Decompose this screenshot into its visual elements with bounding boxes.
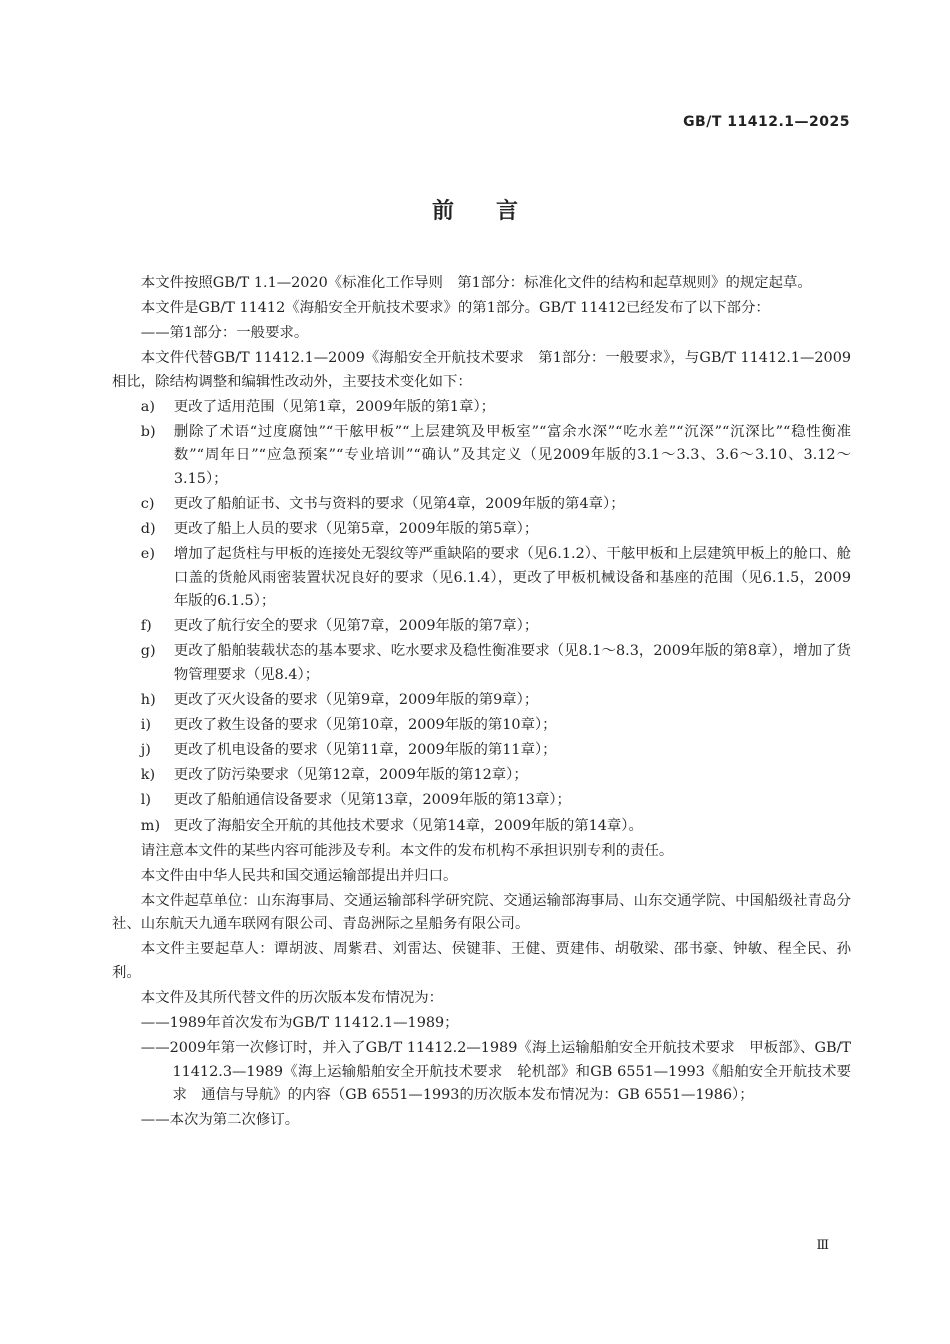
- history-item: ——本次为第二次修订。: [140, 1112, 300, 1129]
- list-text: 更改了海船安全开航的其他技术要求（见第14章，2009年版的第14章）。: [173, 817, 643, 834]
- list-item: [112, 543, 851, 614]
- list-item: [112, 714, 851, 738]
- list-marker: f): [140, 618, 152, 635]
- history-item: ——2009年第一次修订时，并入了GB/T 11412.2—1989《海上运输船舶安全开航技术要求 甲板部》、GB/T 11412.3—1989《海上运输船舶安全开航技术要求 轮机部》和GB 6551—1993《船舶安全开航技术要求 通信与导航》的内容（GB 6551—1993的历次版本发布情况为：GB 6551—1986）；: [140, 1040, 851, 1104]
- list-marker: a): [140, 398, 155, 415]
- list-item: [112, 493, 851, 517]
- list-text: 更改了船舶证书、文书与资料的要求（见第4章，2009年版的第4章）；: [173, 496, 625, 513]
- parts-list-item: ——第1部分：一般要求。: [140, 325, 309, 342]
- document-body: [112, 272, 851, 1134]
- list-text: 更改了船舶通信设备要求（见第13章，2009年版的第13章）；: [173, 792, 571, 809]
- list-text: 更改了灭火设备的要求（见第9章，2009年版的第9章）；: [173, 692, 539, 709]
- list-marker: k): [140, 767, 156, 784]
- list-item: [112, 518, 851, 542]
- paragraph-drafters: 本文件主要起草人：谭胡波、周紫君、刘雷达、侯键菲、王健、贾建伟、胡敬梁、邵书豪、钟敏、程全民、孙利。: [112, 941, 851, 981]
- list-text: 更改了机电设备的要求（见第11章，2009年版的第11章）；: [173, 742, 557, 759]
- list-text: 更改了适用范围（见第1章，2009年版的第1章）；: [173, 398, 496, 415]
- page-title: 前言: [431, 199, 560, 224]
- list-item: [112, 615, 851, 639]
- list-marker: d): [140, 521, 156, 538]
- list-marker: g): [140, 643, 156, 660]
- list-item: [112, 739, 851, 763]
- list-marker: b): [140, 423, 156, 440]
- list-marker: l): [140, 792, 152, 809]
- paragraph-parts-intro: 本文件是GB/T 11412《海船安全开航技术要求》的第1部分。GB/T 11412已经发布了以下部分：: [140, 300, 770, 317]
- history-item: ——1989年首次发布为GB/T 11412.1—1989；: [140, 1015, 459, 1032]
- paragraph-patent-notice: 请注意本文件的某些内容可能涉及专利。本文件的发布机构不承担识别专利的责任。: [140, 842, 674, 859]
- list-text: 更改了防污染要求（见第12章，2009年版的第12章）；: [173, 767, 528, 784]
- list-marker: m): [140, 817, 161, 834]
- list-text: 删除了术语“过度腐蚀”“干舷甲板”“上层建筑及甲板室”“富余水深”“吃水差”“沉深”“沉深比”“稳性衡准数”“周年日”“应急预案”“专业培训”“确认”及其定义（见2009年版的3.1～3.3、3.6～3.10、3.12～3.15）；: [173, 423, 851, 487]
- list-marker: j): [140, 742, 151, 759]
- list-item: [112, 789, 851, 813]
- list-marker: i): [140, 717, 152, 734]
- changes-list: [112, 396, 851, 838]
- standard-code: GB/T 11412.1—2025: [683, 114, 850, 130]
- list-text: 更改了船上人员的要求（见第5章，2009年版的第5章）；: [173, 521, 539, 538]
- page-number: Ⅲ: [816, 1238, 829, 1253]
- list-text: 更改了船舶装载状态的基本要求、吃水要求及稳性衡准要求（见8.1～8.3，2009年版的第8章），增加了货物管理要求（见8.4）；: [173, 643, 851, 683]
- paragraph-drafting-units: 本文件起草单位：山东海事局、交通运输部科学研究院、交通运输部海事局、山东交通学院、中国船级社青岛分社、山东航天九通车联网有限公司、青岛洲际之星船务有限公司。: [112, 892, 851, 933]
- list-marker: h): [140, 692, 156, 709]
- list-marker: e): [140, 546, 155, 563]
- list-text: 增加了起货柱与甲板的连接处无裂纹等严重缺陷的要求（见6.1.2）、干舷甲板和上层建筑甲板上的舱口、舱口盖的货舱风雨密装置状况良好的要求（见6.1.4），更改了甲板机械设备和基座的范围（见6.1.5，2009年版的6.1.5）；: [173, 546, 851, 610]
- paragraph-replacement: 本文件代替GB/T 11412.1—2009《海船安全开航技术要求 第1部分：一般要求》，与GB/T 11412.1—2009相比，除结构调整和编辑性改动外，主要技术变化如下：: [112, 350, 851, 390]
- paragraph-drafting-rules: 本文件按照GB/T 1.1—2020《标准化工作导则 第1部分：标准化文件的结构和起草规则》的规定起草。: [140, 275, 812, 291]
- list-marker: c): [140, 496, 155, 513]
- list-item: [112, 689, 851, 713]
- list-text: 更改了救生设备的要求（见第10章，2009年版的第10章）；: [173, 717, 557, 734]
- list-item: [112, 815, 851, 839]
- list-item: [112, 640, 851, 687]
- paragraph-history-intro: 本文件及其所代替文件的历次版本发布情况为：: [140, 989, 444, 1006]
- paragraph-proposer: 本文件由中华人民共和国交通运输部提出并归口。: [140, 867, 458, 884]
- list-item: [112, 421, 851, 492]
- list-item: [112, 764, 851, 788]
- list-item: [112, 396, 851, 420]
- list-text: 更改了航行安全的要求（见第7章，2009年版的第7章）；: [173, 618, 539, 635]
